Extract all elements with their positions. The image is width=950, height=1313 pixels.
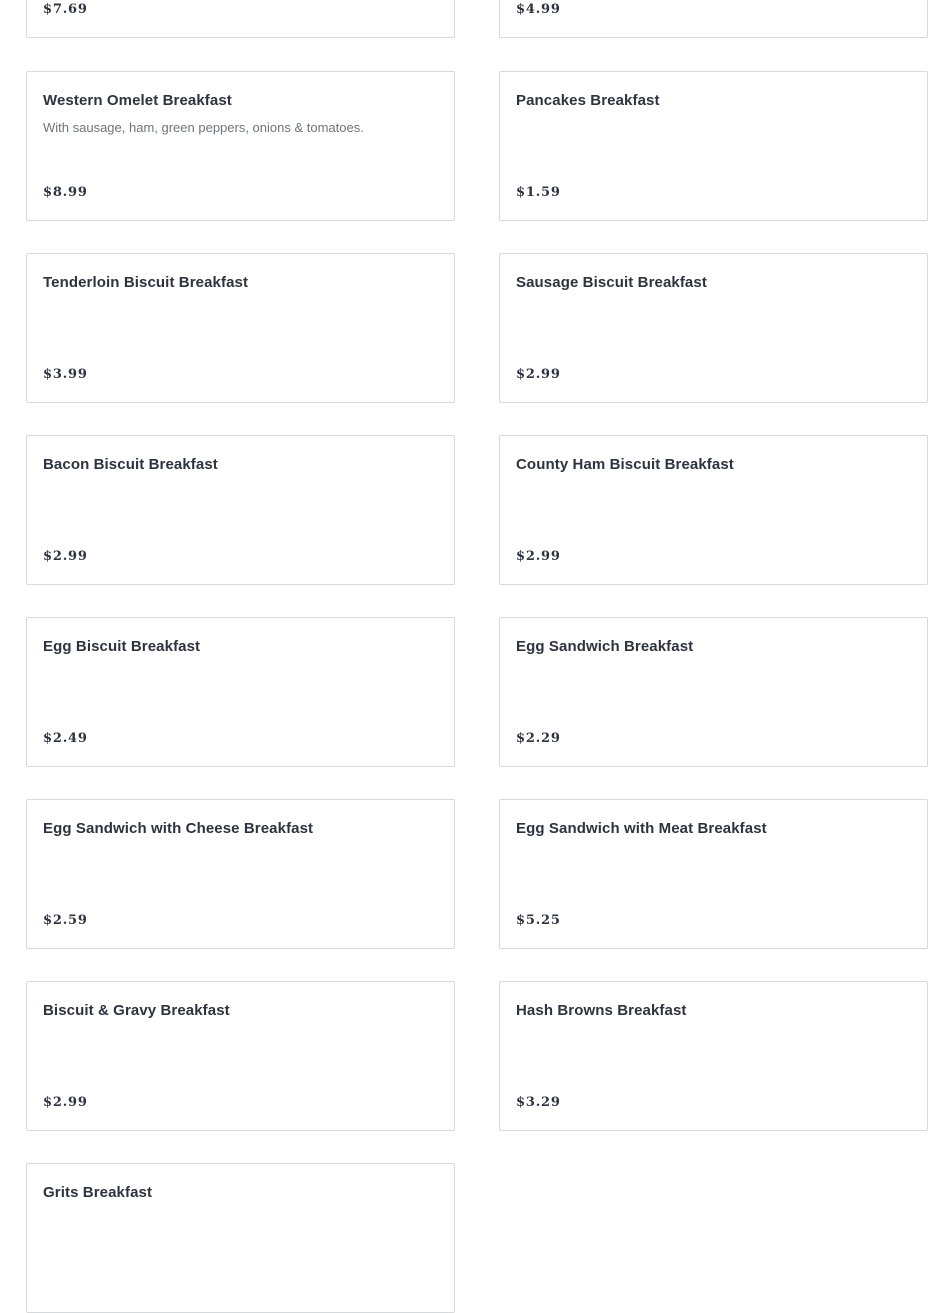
menu-item-name: Western Omelet Breakfast xyxy=(43,92,232,109)
menu-item-price: $7.69 xyxy=(43,2,88,17)
menu-item-card[interactable] xyxy=(26,799,455,949)
menu-item-name: Pancakes Breakfast xyxy=(516,92,660,109)
menu-item-name: Biscuit & Gravy Breakfast xyxy=(43,1002,230,1019)
menu-item-card[interactable] xyxy=(26,435,455,585)
menu-item-price: $8.99 xyxy=(43,185,88,200)
menu-item-price: $3.99 xyxy=(43,367,88,382)
menu-item-name: Egg Sandwich Breakfast xyxy=(516,638,694,655)
menu-item-price: $2.99 xyxy=(516,549,561,564)
menu-item-card[interactable] xyxy=(26,1163,455,1313)
menu-item-description: With sausage, ham, green peppers, onions & tomatoes. xyxy=(43,120,364,135)
menu-item-name: Bacon Biscuit Breakfast xyxy=(43,456,218,473)
menu-item-price: $1.59 xyxy=(516,185,561,200)
menu-item-card[interactable] xyxy=(26,0,455,38)
menu-item-name: Hash Browns Breakfast xyxy=(516,1002,687,1019)
menu-item-name: County Ham Biscuit Breakfast xyxy=(516,456,734,473)
menu-item-card[interactable] xyxy=(499,981,928,1131)
menu-item-card[interactable] xyxy=(26,71,455,221)
menu-item-name: Egg Sandwich with Meat Breakfast xyxy=(516,820,767,837)
menu-item-price: $4.99 xyxy=(516,2,561,17)
menu-item-card[interactable] xyxy=(499,617,928,767)
menu-item-card[interactable] xyxy=(499,435,928,585)
menu-item-price: $3.29 xyxy=(516,1095,561,1110)
menu-item-card[interactable] xyxy=(499,799,928,949)
menu-item-card[interactable] xyxy=(499,253,928,403)
menu-item-price: $2.49 xyxy=(43,731,88,746)
menu-item-price: $2.99 xyxy=(43,549,88,564)
menu-item-name: Tenderloin Biscuit Breakfast xyxy=(43,274,249,291)
menu-item-price: $2.59 xyxy=(43,913,88,928)
menu-item-price: $2.99 xyxy=(43,1095,88,1110)
menu-item-price: $5.25 xyxy=(516,913,561,928)
menu-item-name: Grits Breakfast xyxy=(43,1184,153,1201)
menu-item-card[interactable] xyxy=(26,981,455,1131)
menu-item-card[interactable] xyxy=(499,71,928,221)
menu-item-name: Egg Sandwich with Cheese Breakfast xyxy=(43,820,314,837)
menu-item-name: Sausage Biscuit Breakfast xyxy=(516,274,707,291)
menu-item-price: $2.99 xyxy=(516,367,561,382)
menu-item-name: Egg Biscuit Breakfast xyxy=(43,638,201,655)
menu-item-card[interactable] xyxy=(26,617,455,767)
menu-item-card[interactable] xyxy=(26,253,455,403)
menu-item-card[interactable] xyxy=(499,0,928,38)
menu-item-price: $2.29 xyxy=(516,731,561,746)
